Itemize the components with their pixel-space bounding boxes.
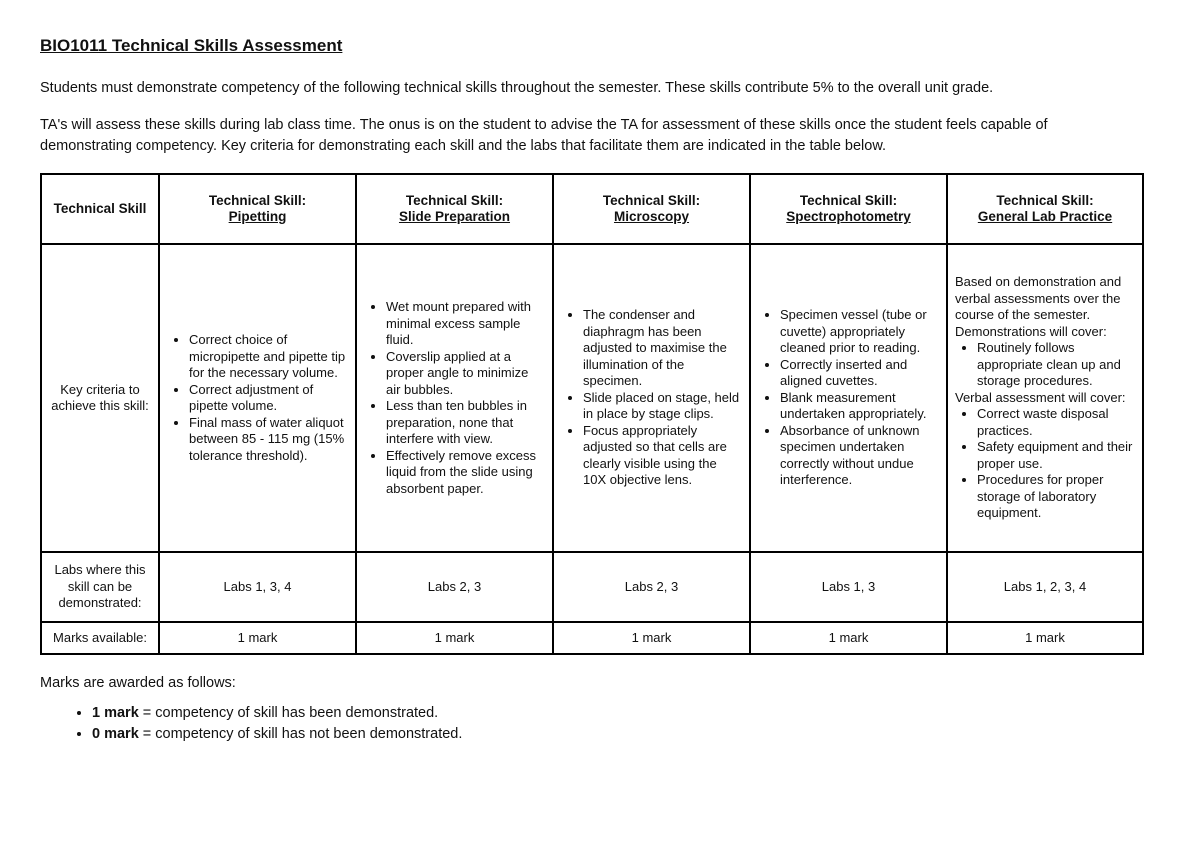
criteria-cell-pipetting (159, 244, 356, 552)
marks-cell: 1 mark (750, 622, 947, 654)
skill-name: Microscopy (613, 209, 690, 224)
marks-cell: 1 mark (553, 622, 750, 654)
criteria-item: • Less than ten bubbles in preparation, none that interfere with view. (386, 398, 545, 448)
marks-list-item (92, 724, 1142, 745)
table-header-row (41, 174, 1143, 244)
criteria-item: • Effectively remove excess liquid from the slide using absorbent paper. (386, 448, 545, 498)
criteria-item: • Coverslip applied at a proper angle to minimize air bubbles. (386, 349, 545, 399)
criteria-row-label: Key criteria to achieve this skill: (41, 244, 159, 552)
criteria-item: • Correct choice of micropipette and pipette tip for the necessary volume. (189, 332, 348, 382)
criteria-item: • Routinely follows appropriate clean up and storage procedures. (977, 340, 1135, 390)
labs-row-label: Labs where this skill can be demonstrated: (41, 552, 159, 622)
marks-cell: 1 mark (947, 622, 1143, 654)
skill-prefix: Technical Skill: (405, 192, 504, 208)
labs-row (41, 552, 1143, 622)
labs-cell: Labs 1, 2, 3, 4 (947, 552, 1143, 622)
skill-header-pipetting (159, 174, 356, 244)
skill-name: Spectrophotometry (786, 209, 911, 224)
criteria-item: • Absorbance of unknown specimen undertaken correctly without undue interference. (780, 423, 939, 489)
criteria-item: • Blank measurement undertaken appropriately. (780, 390, 939, 423)
marks-cell: 1 mark (356, 622, 553, 654)
skill-header-microscopy (553, 174, 750, 244)
skill-prefix: Technical Skill: (602, 192, 701, 208)
criteria-cell-microscopy (553, 244, 750, 552)
marks-intro: Marks are awarded as follows: (40, 675, 236, 691)
skill-name: General Lab Practice (977, 209, 1113, 224)
criteria-item: • Safety equipment and their proper use. (977, 439, 1135, 472)
criteria-item: • Correct waste disposal practices. (977, 406, 1135, 439)
criteria-cell-slide-preparation (356, 244, 553, 552)
criteria-item: • Procedures for proper storage of laboratory equipment. (977, 472, 1135, 522)
skill-prefix: Technical Skill: (996, 192, 1094, 208)
labs-cell: Labs 1, 3 (750, 552, 947, 622)
skill-name: Pipetting (228, 209, 287, 224)
intro-paragraph-1: Students must demonstrate competency of the following technical skills throughout the semester. These skills contribute 5% to the overall unit grade. (40, 80, 994, 96)
criteria-item: • Specimen vessel (tube or cuvette) appropriately cleaned prior to reading. (780, 307, 939, 357)
criteria-item: • Correctly inserted and aligned cuvettes. (780, 357, 939, 390)
criteria-item: • Slide placed on stage, held in place by stage clips. (583, 390, 742, 423)
criteria-cell-spectrophotometry (750, 244, 947, 552)
marks-list (40, 703, 1142, 745)
skill-header-general-lab-practice (947, 174, 1143, 244)
intro-paragraph-2: TA's will assess these skills during lab class time. The onus is on the student to advise the TA for assessment of these skills once the student feels capable of demonstrating competency. Key criteria for demonstrating each skill and the labs that facilitate them are indicated in the table below. (40, 117, 1048, 154)
labs-cell: Labs 2, 3 (356, 552, 553, 622)
skill-header-slide-preparation (356, 174, 553, 244)
marks-value: 1 mark (92, 705, 139, 721)
labs-cell: Labs 1, 3, 4 (159, 552, 356, 622)
marks-meaning: = competency of skill has been demonstrated. (138, 705, 439, 721)
criteria-item: • Final mass of water aliquot between 85 - 115 mg (15% tolerance threshold). (189, 415, 348, 465)
marks-row (41, 622, 1143, 654)
skill-prefix: Technical Skill: (208, 192, 307, 208)
skills-table (40, 173, 1144, 655)
marks-cell: 1 mark (159, 622, 356, 654)
marks-list-item (92, 703, 1142, 724)
general-intro: Based on demonstration and verbal assessments over the course of the semester. (955, 274, 1122, 323)
criteria-item: • The condenser and diaphragm has been adjusted to maximise the illumination of the specimen. (583, 307, 742, 390)
skill-header-spectrophotometry (750, 174, 947, 244)
verbal-heading: Verbal assessment will cover: (955, 389, 1126, 405)
skill-name: Slide Preparation (398, 209, 511, 224)
criteria-cell-general-lab-practice (947, 244, 1143, 552)
marks-row-label: Marks available: (41, 622, 159, 654)
criteria-item: • Correct adjustment of pipette volume. (189, 382, 348, 415)
labs-cell: Labs 2, 3 (553, 552, 750, 622)
criteria-item: • Focus appropriately adjusted so that cells are clearly visible using the 10X objective lens. (583, 423, 742, 489)
criteria-row (41, 244, 1143, 552)
skill-prefix: Technical Skill: (799, 192, 898, 208)
marks-meaning: = competency of skill has not been demonstrated. (138, 726, 463, 742)
corner-header: Technical Skill (41, 174, 159, 244)
criteria-item: • Wet mount prepared with minimal excess sample fluid. (386, 299, 545, 349)
demo-heading: Demonstrations will cover: (955, 323, 1107, 339)
page-title: BIO1011 Technical Skills Assessment (40, 36, 343, 55)
document-page (40, 36, 1142, 745)
marks-value: 0 mark (92, 726, 139, 742)
